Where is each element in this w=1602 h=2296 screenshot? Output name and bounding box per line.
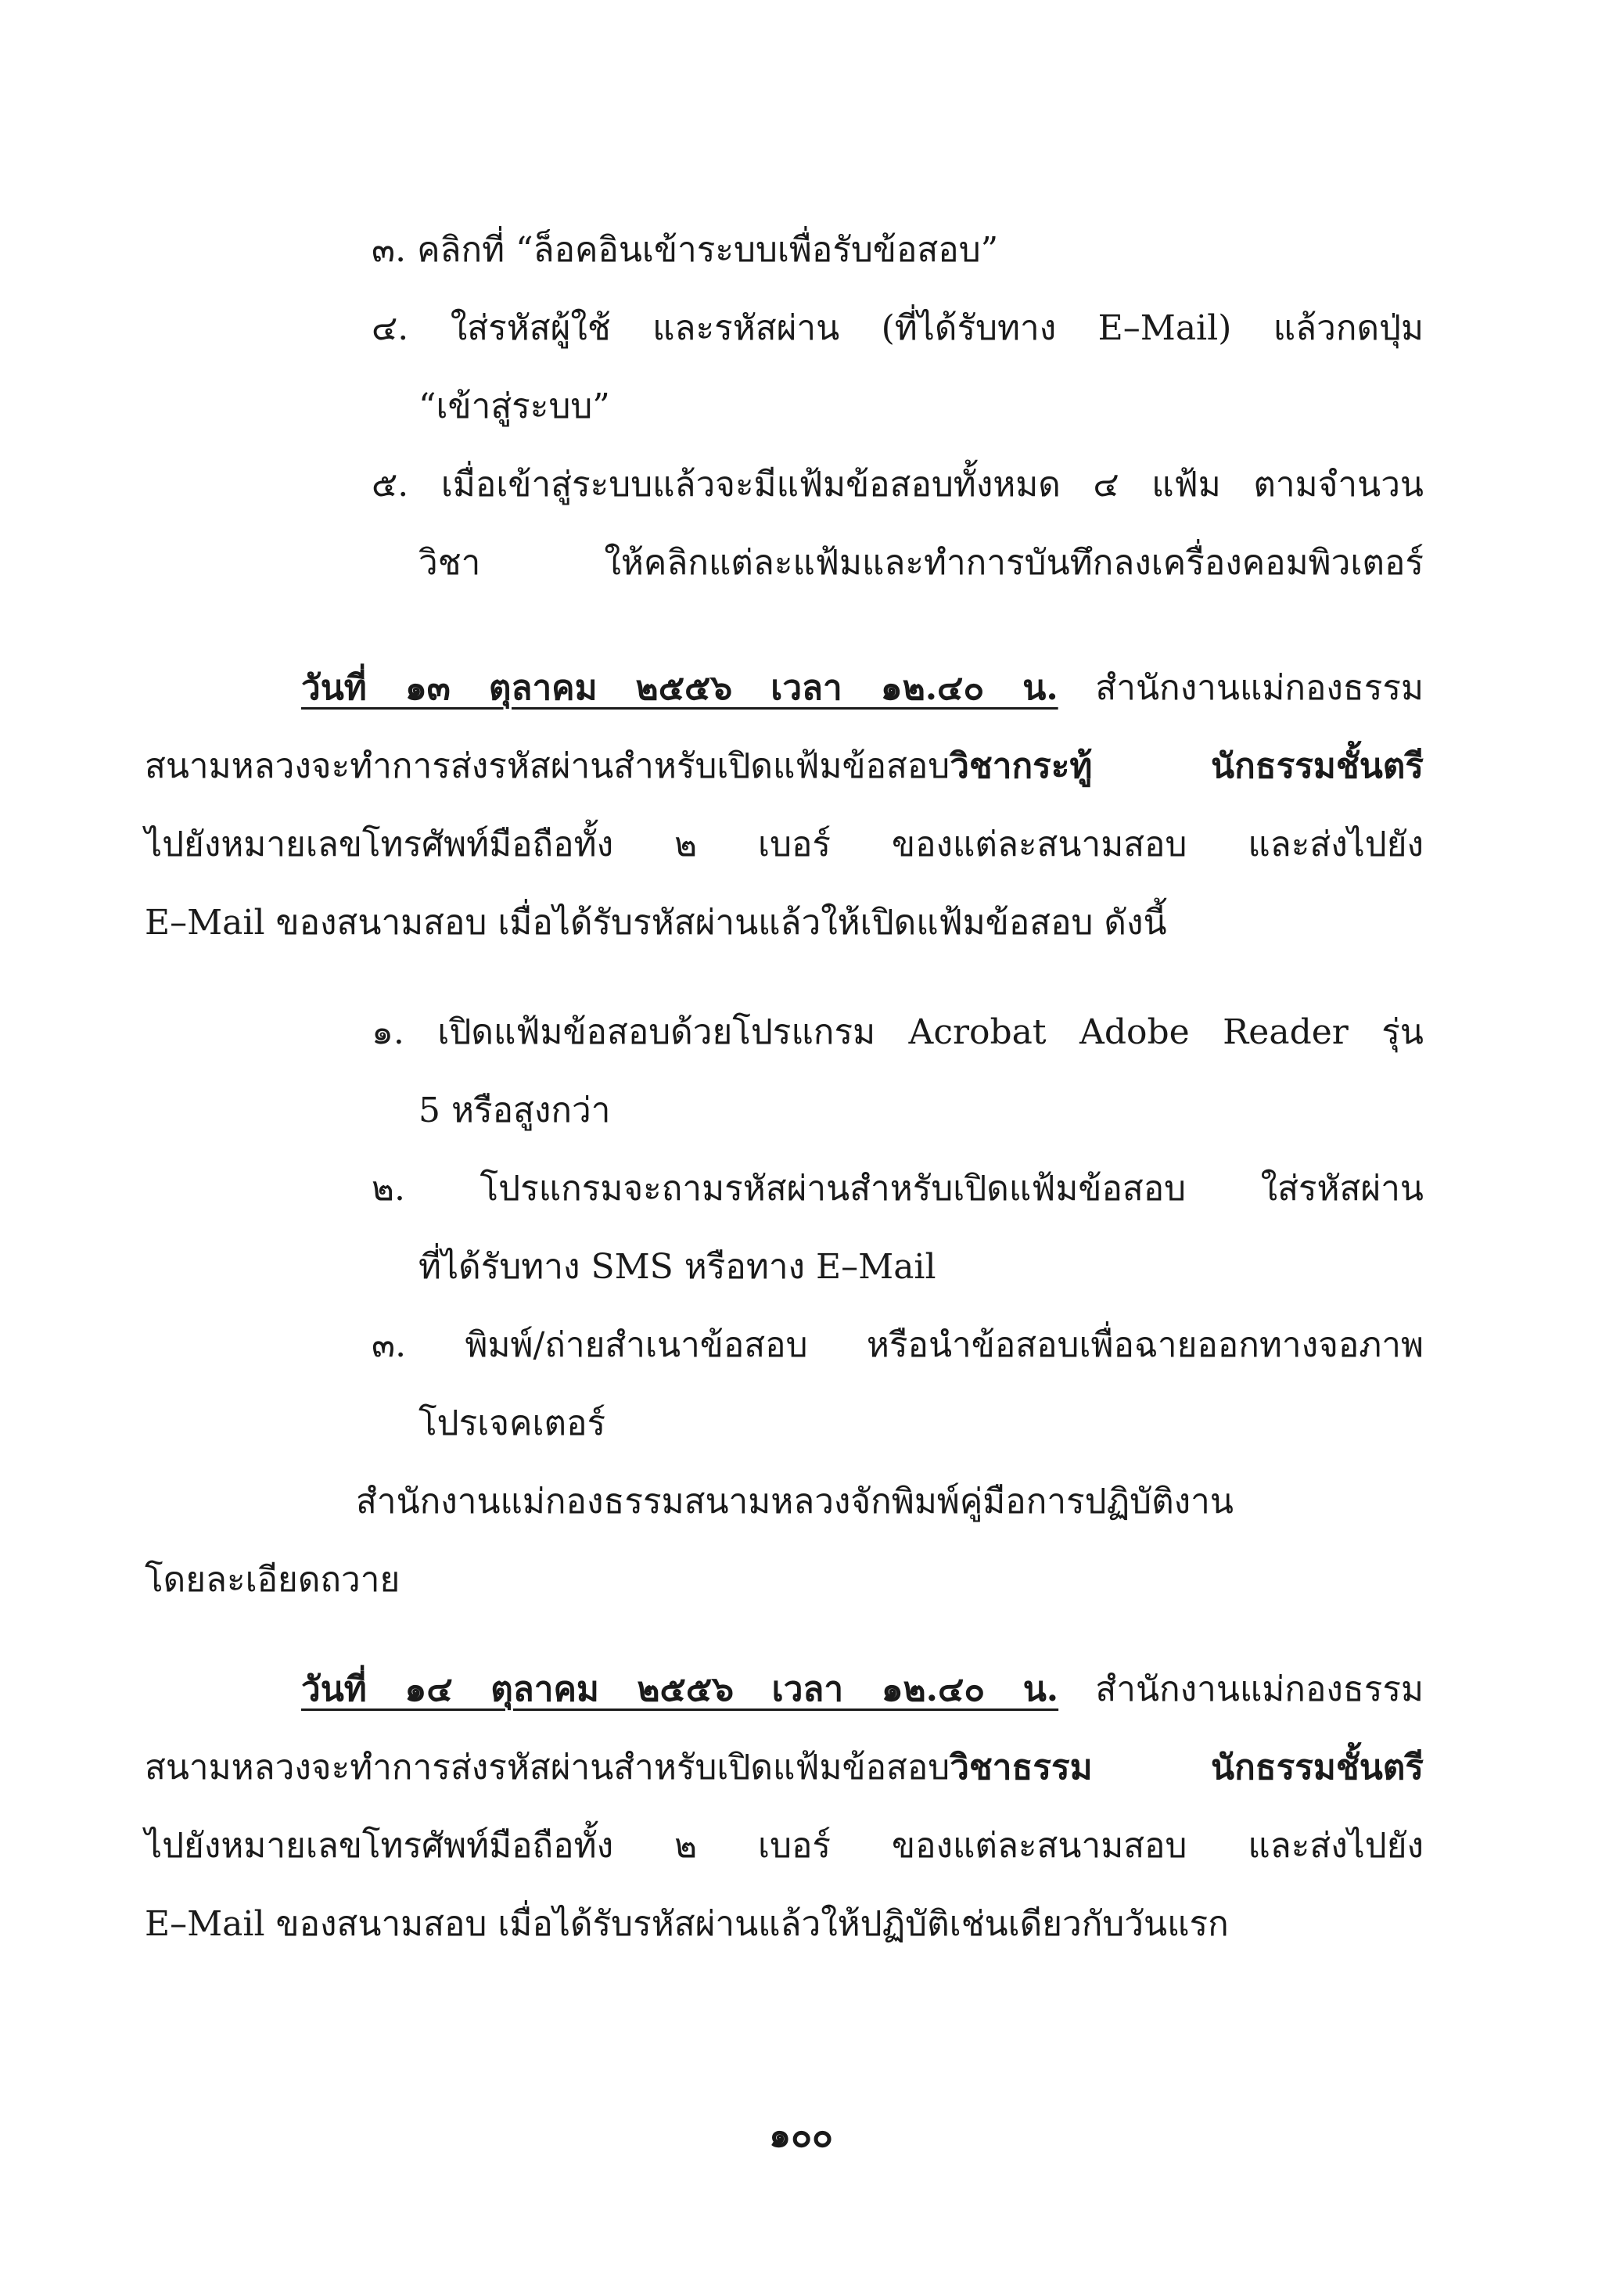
- step-2-number: ๒.: [372, 1169, 405, 1209]
- section-1-line-2-text: สนามหลวงจะทำการส่งรหัสผ่านสำหรับเปิดแฟ้มข้อสอบ: [145, 746, 950, 786]
- step-3-text: คลิกที่ “ล็อคอินเข้าระบบเพื่อรับข้อสอบ”: [417, 230, 999, 270]
- section-1-line-1-rest: สำนักงานแม่กองธรรม: [1095, 668, 1424, 708]
- section-2-subject: วิชาธรรม นักธรรมชั้นตรี: [950, 1748, 1424, 1788]
- step-3-number: ๓.: [372, 230, 407, 270]
- page-number: ๑๐๐: [769, 2115, 833, 2155]
- section-2-line-3: ไปยังหมายเลขโทรศัพท์มือถือทั้ง ๒ เบอร์ ของแต่ละสนามสอบ และส่งไปยัง: [145, 1826, 1424, 1866]
- section-1-date-heading: วันที่ ๑๓ ตุลาคม ๒๕๕๖ เวลา ๑๒.๔๐ น.: [301, 668, 1058, 708]
- section-1-line-1: [301, 665, 1424, 712]
- step-4-continuation: “เข้าสู่ระบบ”: [418, 386, 610, 426]
- section-2-line-4: E–Mail ของสนามสอบ เมื่อได้รับรหัสผ่านแล้วให้ปฏิบัติเช่นเดียวกับวันแรก: [145, 1904, 1229, 1944]
- step-5-number: ๕.: [372, 465, 409, 505]
- section-2-line-1: [301, 1666, 1424, 1713]
- section-2-line-2: [145, 1744, 1424, 1791]
- step-1-text: เปิดแฟ้มข้อสอบด้วยโปรแกรม Acrobat Adobe Reader รุ่น: [437, 1012, 1424, 1052]
- step-3b-line: [372, 1322, 1424, 1369]
- section-1-line-2: [145, 743, 1424, 790]
- section-1-line-3: ไปยังหมายเลขโทรศัพท์มือถือทั้ง ๒ เบอร์ ของแต่ละสนามสอบ และส่งไปยัง: [145, 825, 1424, 864]
- manual-note-line-1: สำนักงานแม่กองธรรมสนามหลวงจักพิมพ์คู่มือการปฏิบัติงาน: [356, 1482, 1234, 1522]
- step-4-number: ๔.: [372, 308, 409, 348]
- step-3b-text: พิมพ์/ถ่ายสำเนาข้อสอบ หรือนำข้อสอบเพื่อฉายออกทางจอภาพ: [465, 1325, 1424, 1365]
- step-1-continuation: 5 หรือสูงกว่า: [418, 1091, 611, 1130]
- step-1-line: [372, 1009, 1424, 1056]
- step-5-continuation: วิชา ให้คลิกแต่ละแฟ้มและทำการบันทึกลงเครื่องคอมพิวเตอร์: [418, 543, 1424, 583]
- section-1-subject: วิชากระทู้ นักธรรมชั้นตรี: [950, 746, 1424, 786]
- step-5-text: เมื่อเข้าสู่ระบบแล้วจะมีแฟ้มข้อสอบทั้งหมด ๔ แฟ้ม ตามจำนวน: [440, 465, 1424, 505]
- step-4-text: ใส่รหัสผู้ใช้ และรหัสผ่าน (ที่ได้รับทาง E–Mail) แล้วกดปุ่ม: [450, 308, 1424, 348]
- step-3b-number: ๓.: [372, 1325, 407, 1365]
- step-3b-continuation: โปรเจคเตอร์: [418, 1403, 606, 1443]
- section-2-line-2-text: สนามหลวงจะทำการส่งรหัสผ่านสำหรับเปิดแฟ้มข้อสอบ: [145, 1748, 950, 1788]
- step-4-line: [372, 305, 1424, 352]
- section-2-date-heading: วันที่ ๑๔ ตุลาคม ๒๕๕๖ เวลา ๑๒.๔๐ น.: [301, 1669, 1059, 1709]
- section-1-line-4: E–Mail ของสนามสอบ เมื่อได้รับรหัสผ่านแล้วให้เปิดแฟ้มข้อสอบ ดังนี้: [145, 903, 1167, 943]
- step-2-line: [372, 1166, 1424, 1213]
- step-5-line: [372, 462, 1424, 508]
- step-1-number: ๑.: [372, 1012, 404, 1052]
- section-2-line-1-rest: สำนักงานแม่กองธรรม: [1095, 1669, 1424, 1709]
- step-2-continuation: ที่ได้รับทาง SMS หรือทาง E–Mail: [418, 1247, 936, 1287]
- manual-note-line-2: โดยละเอียดถวาย: [145, 1560, 400, 1600]
- step-2-text: โปรแกรมจะถามรหัสผ่านสำหรับเปิดแฟ้มข้อสอบ ใส่รหัสผ่าน: [480, 1169, 1424, 1209]
- step-3-line: [372, 227, 998, 274]
